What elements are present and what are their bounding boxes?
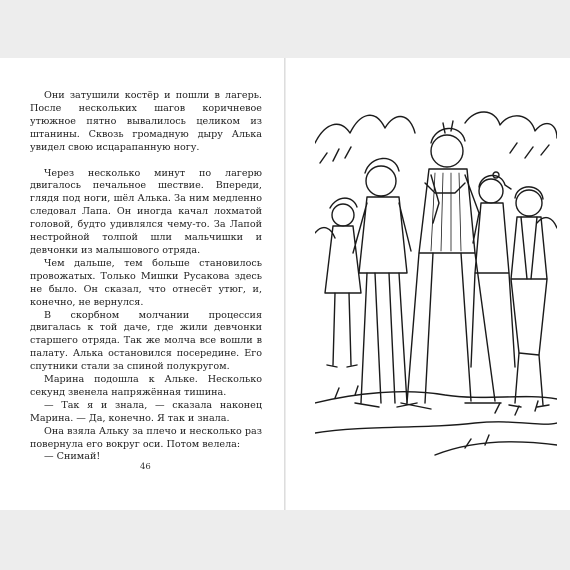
- text-paragraph: Чем дальше, тем больше становилось провожатых. Только Мишки Русакова здесь не было. Он сказал, что отнесёт утюг, и, конечно, не вернулся.: [30, 257, 262, 308]
- left-page-text: [30, 90, 262, 464]
- text-paragraph: Через несколько минут по лагерю двигалось печальное шествие. Впереди, глядя под ноги, шёл Алька. За ним медленно следовал Лапа. Он иногда качал лохматой головой, будто удивлялся чему-то. За Лапой нестройной толпой шли мальчишки и девчонки из малышового отряда.: [30, 167, 262, 256]
- text-paragraph: — Снимай!: [44, 451, 101, 463]
- children-procession-illustration: [315, 103, 557, 483]
- book-spread: [0, 58, 570, 510]
- text-paragraph: В скорбном молчании процессия двигалась к той даче, где жили девчонки старшего отряда. Так же молча все вошли в палату. Алька остановился посередине. Его спутники стали за спиной полукругом.: [30, 309, 262, 373]
- book-gutter: [284, 58, 286, 510]
- text-paragraph: Она взяла Альку за плечо и несколько раз повернула его вокруг оси. Потом велела:: [30, 425, 262, 450]
- page-number: 46: [140, 462, 151, 472]
- text-paragraph: — Так я и знала, — сказала наконец Марина. — Да, конечно. Я так и знала.: [30, 399, 262, 424]
- text-paragraph: Марина подошла к Альке. Несколько секунд звенела напряжённая тишина.: [30, 374, 262, 398]
- text-paragraph: Они затушили костёр и пошли в лагерь. После нескольких шагов коричневое утюжное пятно вывалилось целиком из штанины. Сквозь громадную дыру Алька увидел свою исцарапанную ногу.: [30, 90, 262, 153]
